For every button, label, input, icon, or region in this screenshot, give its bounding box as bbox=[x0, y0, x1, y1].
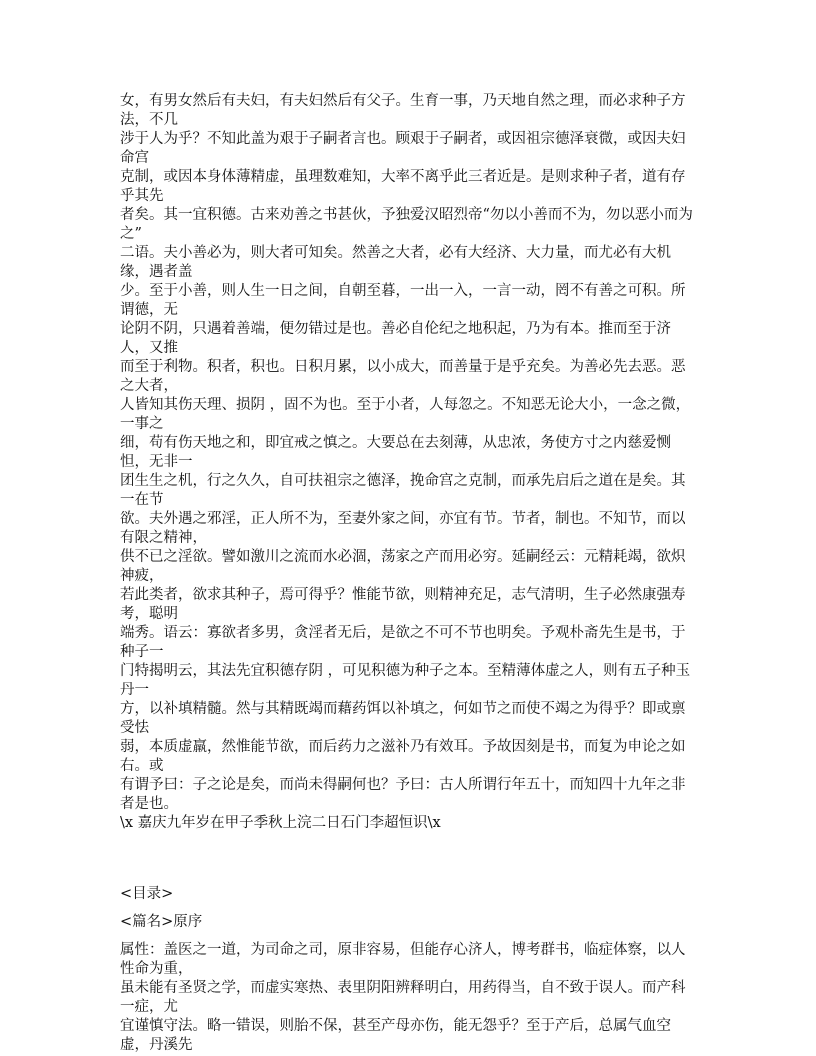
document-page bbox=[120, 92, 698, 1055]
text-line: 虽未能有圣贤之学，而虚实寒热、表里阴阳辨释明白，用药得当，自不致于误人。而产科一症，尤 bbox=[120, 980, 686, 1015]
text-line: 弱，本质虚羸，然惟能节欲，而后药力之滋补乃有效耳。予故因刻是书，而复为申论之如右。或 bbox=[120, 739, 686, 774]
text-line: 人皆知其伤天理、损阴 ，固不为也。至于小者，人每忽之。不知恶无论大小，一念之微，一事之 bbox=[120, 397, 691, 432]
text-line: 克制，或因本身体薄精虚，虽理数难知，大率不离乎此三者近是。是则求种子者，道有存乎其先 bbox=[120, 169, 686, 204]
text-line: 端秀。语云：寡欲者多男，贪淫者无后，是欲之不可不节也明矣。予观朴斋先生是书，于种子一 bbox=[120, 625, 686, 660]
text-line: 而至于利物。积者，积也。日积月累，以小成大，而善量于是乎充矣。为善必先去恶。恶之大者， bbox=[120, 359, 686, 394]
signature-line: \x 嘉庆九年岁在甲子季秋上浣二日石门李超恒识\x bbox=[120, 815, 441, 831]
text-line: 宜谨慎守法。略一错误，则胎不保，甚至产母亦伤，能无怨乎？至于产后，总属气血空虚，丹溪先 bbox=[120, 1018, 671, 1053]
text-line: 属性：盖医之一道，为司命之司，原非容易，但能存心济人，博考群书，临症体察，以人性命为重， bbox=[120, 942, 686, 977]
text-line: 女，有男女然后有夫妇，有夫妇然后有父子。生育一事，乃天地自然之理，而必求种子方法，不几 bbox=[120, 93, 686, 128]
text-line: 少。至于小善，则人生一日之间，自朝至暮，一出一入，一言一动，罔不有善之可积。所谓德，无 bbox=[120, 283, 686, 318]
section-heading: <篇名>原序 bbox=[120, 914, 203, 930]
property-text bbox=[120, 941, 698, 1055]
text-line: 方，以补填精髓。然与其精既竭而藉药饵以补填之，何如节之而使不竭之为得乎？即或禀受怯 bbox=[120, 701, 686, 736]
text-line: 有谓予曰：子之论是矣，而尚未得嗣何也？予曰：古人所谓行年五十，而知四十九年之非者是也。 bbox=[120, 777, 686, 812]
text-line: 者矣。其一宜积德。古来劝善之书甚伙，予独爱汉昭烈帝“勿以小善而不为，勿以恶小而为之” bbox=[120, 207, 693, 242]
text-line: 二语。夫小善必为，则大者可知矣。然善之大者，必有大经济、大力量，而尤必有大机缘，遇者盖 bbox=[120, 245, 671, 280]
toc-heading: <目录> bbox=[120, 886, 174, 902]
text-line: 欲。夫外遇之邪淫，正人所不为，至妻外家之间，亦宜有节。节者，制也。不知节，而以有限之精神， bbox=[120, 511, 686, 546]
text-line: 门特揭明云，其法先宜积德存阴 ，可见积德为种子之本。至精薄体虚之人，则有五子种玉丹一 bbox=[120, 663, 691, 698]
text-line: 论阴不阴，只遇着善端，便勿错过是也。善必自伦纪之地积起，乃为有本。推而至于济人，又推 bbox=[120, 321, 671, 356]
text-line: 若此类者，欲求其种子，焉可得乎？惟能节欲，则精神充足，志气清明，生子必然康强寿考，聪明 bbox=[120, 587, 686, 622]
preface-text bbox=[120, 92, 698, 833]
text-line: 涉于人为乎？不知此盖为艰于子嗣者言也。顾艰于子嗣者，或因祖宗德泽衰微，或因夫妇命宫 bbox=[120, 131, 686, 166]
text-line: 团生生之机，行之久久，自可扶祖宗之德泽，挽命宫之克制，而承先启后之道在是矣。其一在节 bbox=[120, 473, 686, 508]
text-line: 细，苟有伤天地之和，即宜戒之慎之。大要总在去刻薄，从忠浓，务使方寸之内慈爱恻怛，无非一 bbox=[120, 435, 671, 470]
text-line: 供不已之淫欲。譬如激川之流而水必涸，荡家之产而用必穷。延嗣经云：元精耗竭，欲炽神疲， bbox=[120, 549, 686, 584]
